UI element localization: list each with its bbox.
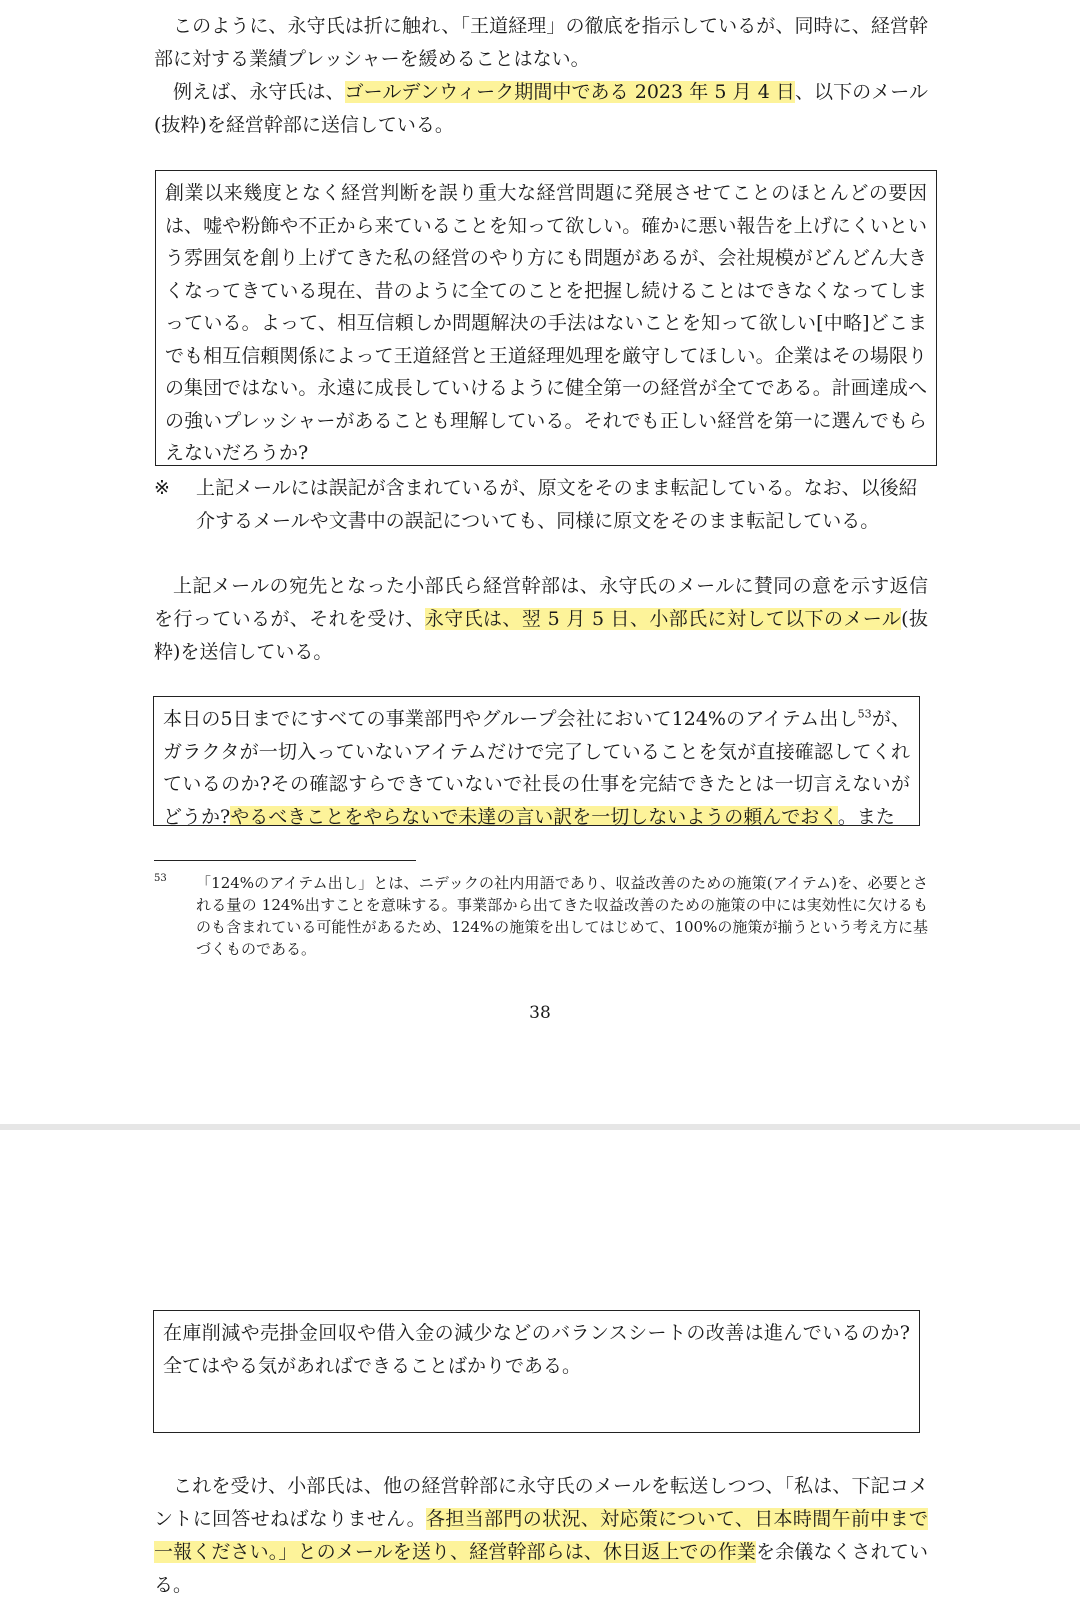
paragraph-4-text-end: を余儀なくされている。 [154, 1541, 928, 1596]
quoted-email-text-1: 創業以来幾度となく経営判断を誤り重大な経営問題に発展させてことのほとんどの要因は、嘘や粉飾や不正から来ていることを知って欲しい。確かに悪い報告を上げにくいという雰囲気を創り上げてきた私の経営のやり方にも問題があるが、会社規模がどんどん大きくなってきている現在、昔のように全てのことを把握し続けることはできなくなってしまっている。よって、相互信頼しか問題解決の手法はないことを知って欲しい[中略]どこまでも相互信頼関係によって王道経営と王道経理処理を厳守してほしい。企業はその場限りの集団ではない。永遠に成長していけるように健全第一の経営が全てである。計画達成への強いプレッシャーがあることも理解している。それでも正しい経営を第一に選んでもらえないだろうか? [165, 182, 927, 464]
paragraph-2-text: 例えば、永守氏は、 [173, 81, 345, 103]
highlighted-date: ゴールデンウィーク期間中である 2023 年 5 月 4 日 [344, 81, 795, 103]
quoted-email-box-1 [155, 170, 937, 466]
quoted-email-text-continued: 在庫削減や売掛金回収や借入金の減少などのバランスシートの改善は進んでいるのか?全てはやる気があればできることばかりである。 [163, 1322, 910, 1377]
quote-2-text-a: 本日の5日までにすべての事業部門やグループ会社において124%のアイテム出し [163, 708, 858, 730]
quote-2-text-b: が、ガラクタが一切入っていないアイテムだけで完了していることを気が直接確認してくれているのか?その確認すらできていないで社長の仕事を完結できたとは一切言えないがどうか? [163, 708, 910, 826]
quote-2-text-c: 。また [837, 805, 895, 826]
page-number: 38 [529, 1003, 551, 1023]
paragraph-2 [154, 76, 928, 142]
paragraph-3-text-end: (抜粋)を送信している。 [154, 608, 928, 663]
paragraph-4 [154, 1470, 928, 1602]
footnote-reference: 53 [857, 707, 872, 721]
note-mark: ※ [154, 477, 170, 499]
footnote-text: 「124%のアイテム出し」とは、ニデックの社内用語であり、収益改善のための施策(アイテム)を、必要とされる量の 124%出すことを意味する。事業部から出てきた収益改善のための施策の中には実効性に欠けるものも含まれている可能性があるため、124%の施策を出してはじめて、100%の施策が揃うという考え方に基づくものである。 [196, 874, 928, 958]
highlighted-quote: やるべきことをやらないで未達の言い訳を一切しないようの頼んでおく [230, 805, 838, 826]
highlighted-instruction: 各担当部門の状況、対応策について、日本時間午前中まで一報ください。」とのメールを送り、経営幹部らは、休日返上での作業 [154, 1508, 928, 1563]
paragraph-3-text: 上記メールの宛先となった小部氏ら経営幹部は、永守氏のメールに賛同の意を示す返信を行っているが、それを受け、 [154, 575, 928, 630]
paragraph-1 [154, 10, 928, 76]
paragraph-4-text: これを受け、小部氏は、他の経営幹部に永守氏のメールを転送しつつ、「私は、下記コメントに回答せねばなりません。 [154, 1475, 928, 1530]
quoted-email-box-2 [153, 696, 920, 826]
quoted-email-text-2 [163, 703, 910, 826]
paragraph-3 [154, 570, 928, 669]
paragraph-1-text: このように、永守氏は折に触れ、「王道経理」の徹底を指示しているが、同時に、経営幹部に対する業績プレッシャーを緩めることはない。 [154, 15, 928, 70]
document-page-39 [0, 1130, 1080, 1608]
highlighted-email-reference: 永守氏は、翌 5 月 5 日、小部氏に対して以下のメール [424, 608, 902, 630]
footnote-53 [154, 872, 928, 960]
paragraph-2-text-end: 、以下のメール(抜粋)を経営幹部に送信している。 [154, 81, 928, 136]
quoted-email-box-2-continued [153, 1310, 920, 1433]
transcription-note [154, 472, 928, 538]
footnote-number: 53 [154, 873, 167, 884]
note-text: 上記メールには誤記が含まれているが、原文をそのまま転記している。なお、以後紹介するメールや文書中の誤記についても、同様に原文をそのまま転記している。 [196, 477, 918, 532]
footnote-divider [154, 860, 416, 861]
